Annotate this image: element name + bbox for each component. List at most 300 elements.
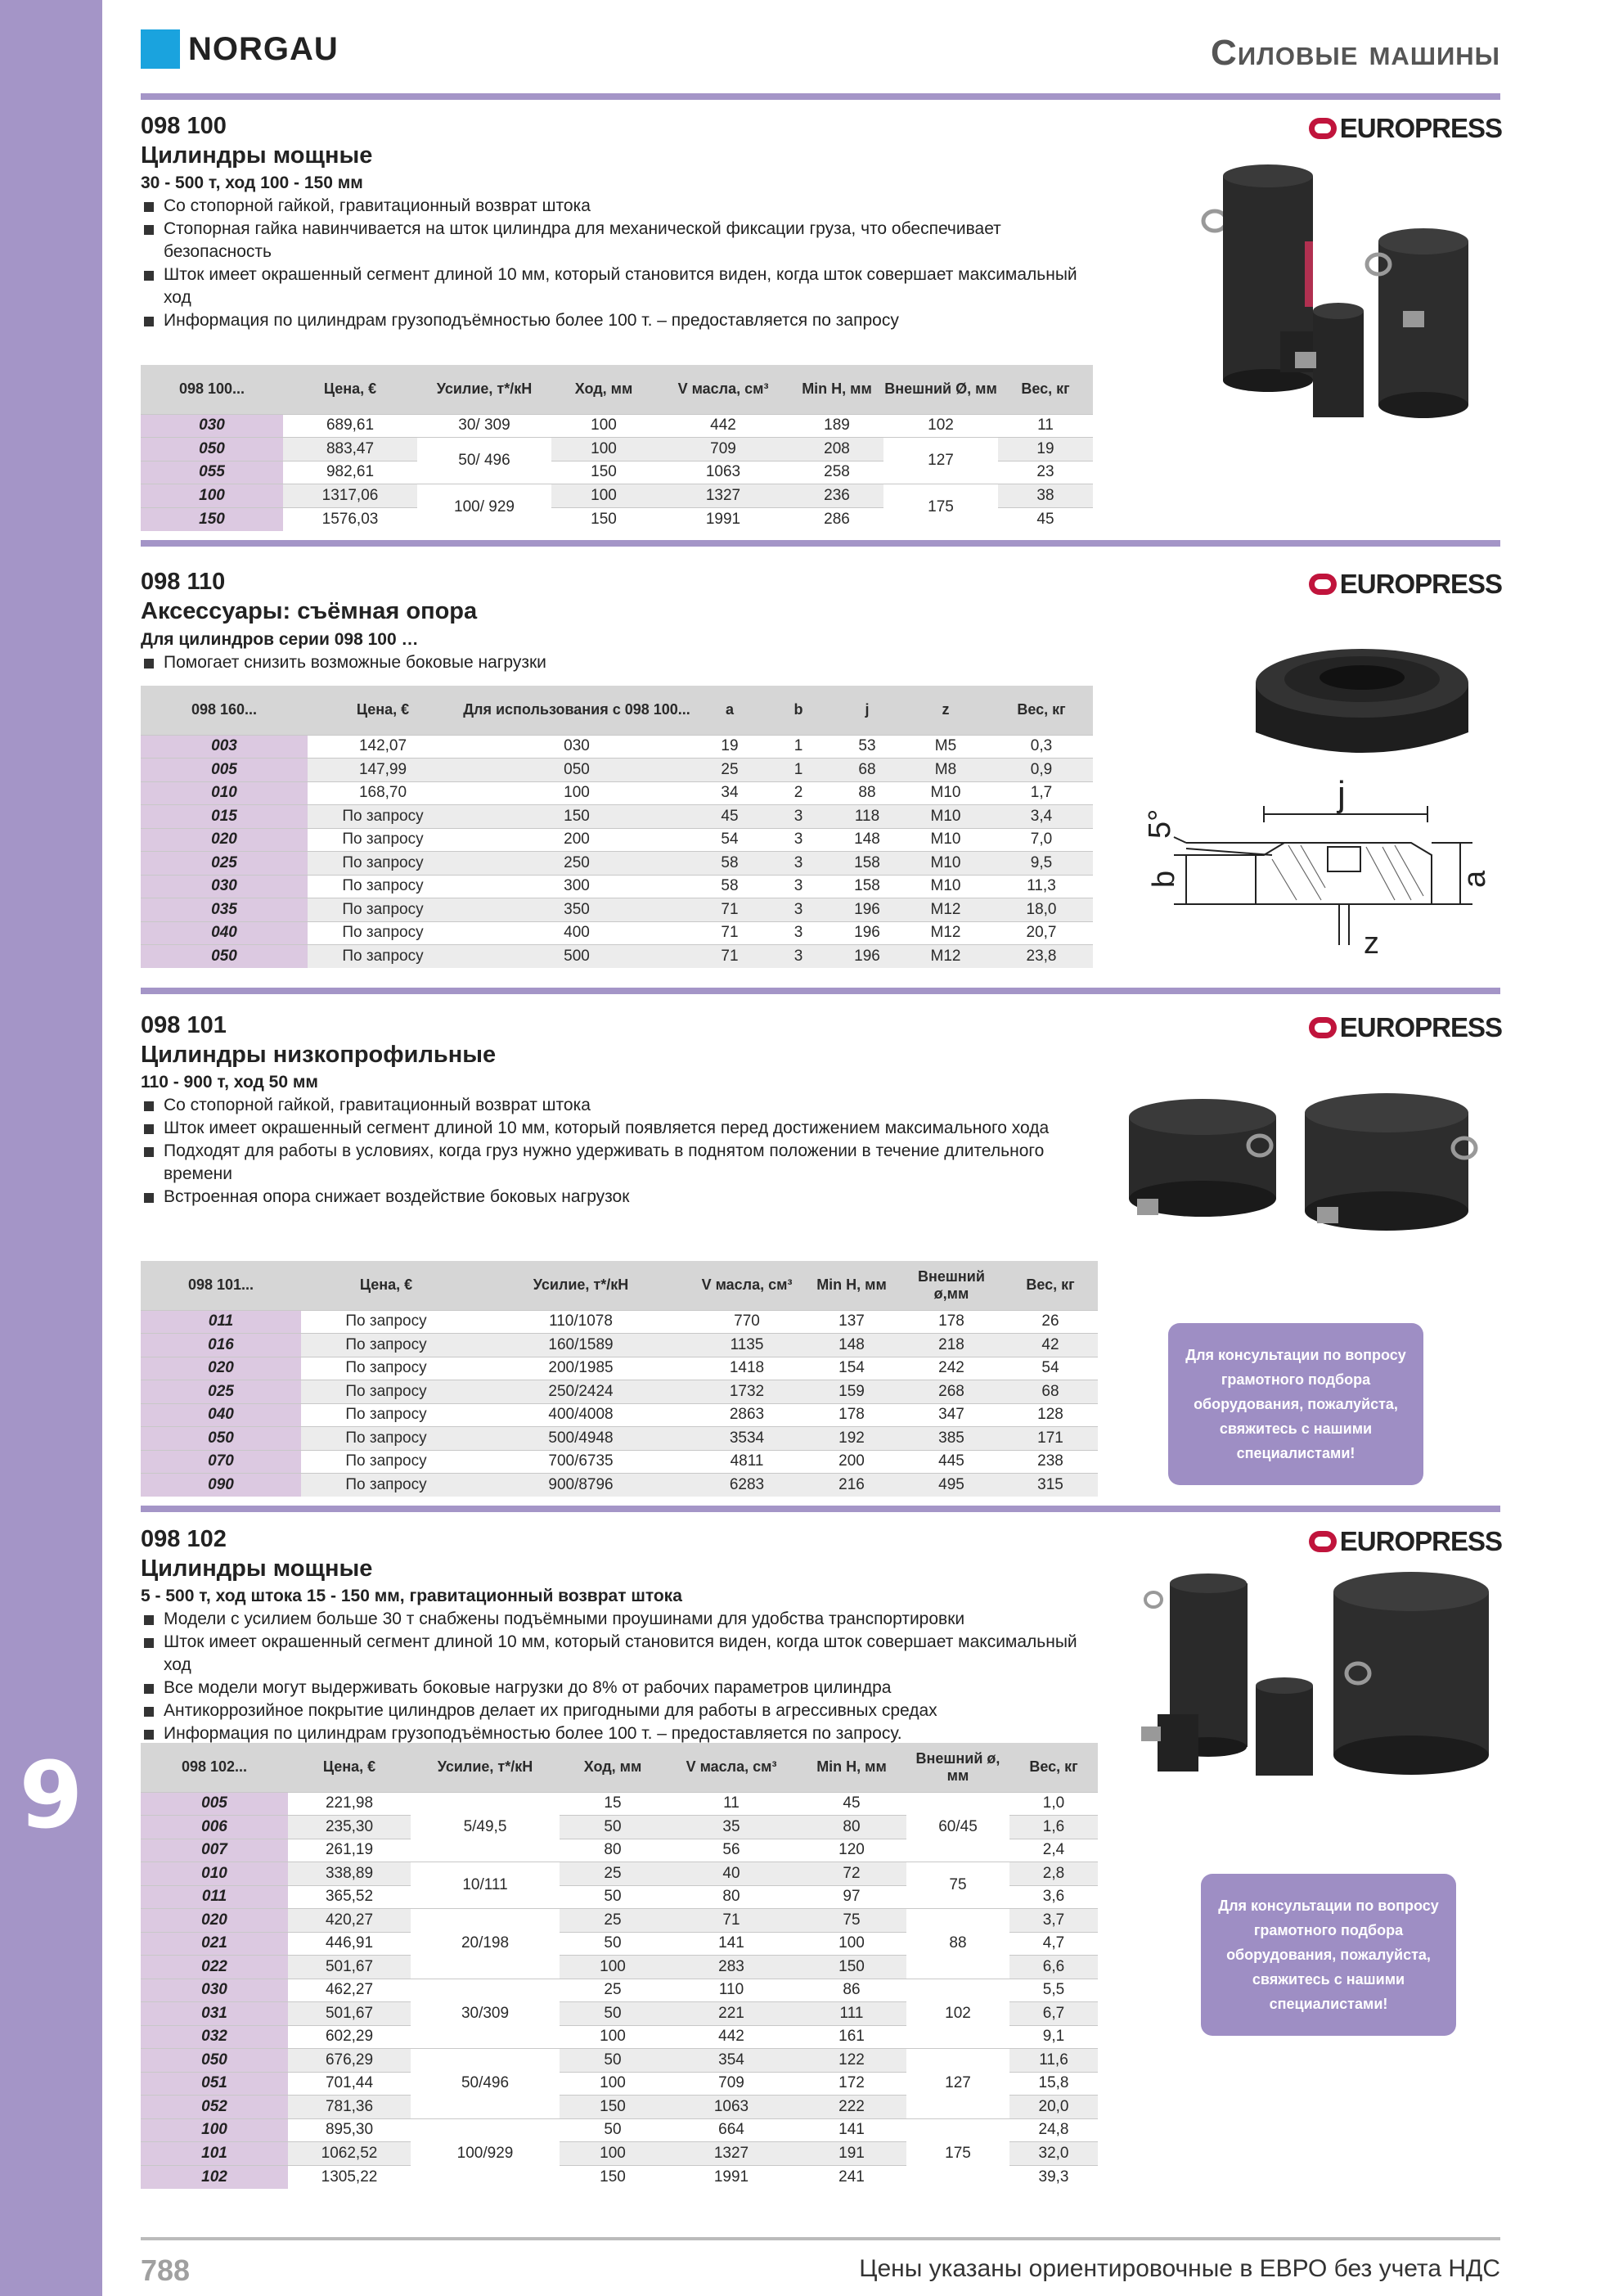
column-header: Min H, мм [797,1743,906,1792]
table-cell: 100 [560,2025,666,2049]
table-cell: 462,27 [288,1979,411,2002]
table-row [141,1310,1098,1334]
table-row [141,735,1093,759]
table-row [141,1403,1098,1427]
article-cell: 030 [141,414,283,438]
table-cell: 24,8 [1009,2118,1098,2142]
article-cell: 021 [141,1932,288,1956]
table-cell: 150 [458,805,695,829]
article-cell: 025 [141,852,308,876]
article-cell: 050 [141,438,283,461]
table-cell: 250 [458,852,695,876]
table-cell: 400 [458,921,695,945]
table-cell: 53 [833,735,901,759]
table-cell: 3534 [690,1427,803,1451]
column-header: Вес, кг [990,686,1093,735]
table-row [141,1357,1098,1380]
table-cell: 86 [797,1979,906,2002]
table-cell: По запросу [301,1357,471,1380]
article-cell: 100 [141,2118,288,2142]
table-cell: 3,4 [990,805,1093,829]
table-cell: 178 [803,1403,900,1427]
table-cell: 175 [906,2118,1009,2189]
column-header: Ход, мм [560,1743,666,1792]
table-cell: 1 [764,759,833,782]
article-cell: 100 [141,484,283,508]
article-cell: 032 [141,2025,288,2049]
table-cell: 216 [803,1474,900,1497]
table-cell: 676,29 [288,2049,411,2073]
support-plate-image [1252,638,1472,777]
table-cell: 11,6 [1009,2049,1098,2073]
table-row [141,484,1093,508]
low-profile-cylinder-image [1121,1084,1493,1248]
article-cell: 011 [141,1310,301,1334]
table-row [141,2118,1098,2142]
table-cell: 54 [1003,1357,1098,1380]
table-cell: 102 [906,1979,1009,2049]
table-cell: 300 [458,875,695,898]
table-cell: 701,44 [288,2072,411,2096]
table-cell: 11 [666,1792,797,1816]
europress-mark-icon [1309,574,1337,595]
table-cell: По запросу [308,945,458,969]
table-cell: 68 [1003,1380,1098,1404]
consultation-note: Для консультации по вопросу грамотного подбора оборудования, пожалуйста, свяжитесь с нашими специалистами! [1168,1323,1423,1485]
table-cell: По запросу [301,1334,471,1357]
table-cell: 50 [560,2049,666,2073]
europress-mark-icon [1309,1531,1337,1552]
table-cell: 150 [797,1956,906,1979]
table-row [141,1380,1098,1404]
table-cell: 171 [1003,1427,1098,1451]
table-cell: 050 [458,759,695,782]
article-cell: 011 [141,1885,288,1909]
table-cell: По запросу [301,1380,471,1404]
table-cell: 221,98 [288,1792,411,1816]
table-cell: 1,7 [990,781,1093,805]
table-cell: 4811 [690,1450,803,1474]
table-cell: 222 [797,2096,906,2119]
table-cell: 200/1985 [471,1357,690,1380]
table-row [141,1792,1098,1816]
dim-a-label: a [1458,870,1492,888]
column-header: Min H, мм [790,365,883,414]
table-row [141,945,1093,969]
table-cell: 781,36 [288,2096,411,2119]
table-cell: 54 [695,828,764,852]
column-header: V масла, см³ [656,365,790,414]
product-subtitle: 30 - 500 т, ход 100 - 150 мм [141,173,363,192]
table-cell: По запросу [308,852,458,876]
table-cell: M10 [901,875,990,898]
support-plate-diagram [1143,774,1501,961]
feature-item: Шток имеет окрашенный сегмент длиной 10 мм, который становится виден, когда шток совершает максимальный ход [144,263,1085,309]
table-cell: 1063 [666,2096,797,2119]
feature-item: Встроенная опора снижает воздействие боковых нагрузок [144,1186,1085,1209]
table-cell: 501,67 [288,1956,411,1979]
product-name: Цилиндры мощные [141,142,373,169]
table-cell: 235,30 [288,1816,411,1839]
table-cell: M5 [901,735,990,759]
table-cell: 158 [833,875,901,898]
table-cell: 75 [797,1909,906,1933]
table-cell: 15 [560,1792,666,1816]
table-cell: 261,19 [288,1839,411,1862]
table-cell: 88 [906,1909,1009,1979]
column-header: Внешний ø,мм [900,1261,1003,1310]
table-row [141,1334,1098,1357]
table-cell: 689,61 [283,414,417,438]
sidebar [0,0,102,2296]
table-cell: По запросу [308,898,458,922]
table-cell: 40 [666,1862,797,1886]
specs-table [141,365,1093,531]
table-cell: 6,7 [1009,2002,1098,2026]
table-cell: 150 [551,507,656,531]
table-cell: 1991 [666,2165,797,2189]
column-header: Min H, мм [803,1261,900,1310]
table-cell: 442 [656,414,790,438]
table-cell: 315 [1003,1474,1098,1497]
table-row [141,828,1093,852]
table-cell: 218 [900,1334,1003,1357]
table-cell: 236 [790,484,883,508]
table-cell: 35 [666,1816,797,1839]
table-row [141,781,1093,805]
table-cell: M10 [901,852,990,876]
table-cell: По запросу [301,1403,471,1427]
table-cell: 7,0 [990,828,1093,852]
table-cell: M8 [901,759,990,782]
table-cell: 3 [764,805,833,829]
column-header: Цена, € [288,1743,411,1792]
table-cell: 161 [797,2025,906,2049]
table-cell: 10/111 [411,1862,560,1909]
table-cell: 160/1589 [471,1334,690,1357]
table-cell: 100 [797,1932,906,1956]
product-subtitle: 110 - 900 т, ход 50 мм [141,1073,318,1092]
table-cell: 0,9 [990,759,1093,782]
table-cell: 1317,06 [283,484,417,508]
table-cell: 6,6 [1009,1956,1098,1979]
table-cell: 2863 [690,1403,803,1427]
table-cell: 602,29 [288,2025,411,2049]
table-cell: 148 [833,828,901,852]
table-cell: 100 [458,781,695,805]
table-row [141,1427,1098,1451]
article-cell: 022 [141,1956,288,1979]
table-cell: 3 [764,898,833,922]
table-cell: 189 [790,414,883,438]
table-cell: 120 [797,1839,906,1862]
feature-list [144,651,1085,674]
table-cell: 11 [998,414,1093,438]
section-number: 9 [19,1743,83,1849]
table-cell: 1991 [656,507,790,531]
table-cell: 3 [764,828,833,852]
column-header: Цена, € [283,365,417,414]
column-header: Цена, € [301,1261,471,1310]
table-cell: 5/49,5 [411,1792,560,1862]
table-cell: 5,5 [1009,1979,1098,2002]
table-cell: 338,89 [288,1862,411,1886]
product-name: Цилиндры низкопрофильные [141,1042,497,1068]
table-cell: 208 [790,438,883,461]
table-cell: 6283 [690,1474,803,1497]
table-cell: 100 [551,438,656,461]
table-cell: 221 [666,2002,797,2026]
table-cell: 71 [695,898,764,922]
article-cell: 035 [141,898,308,922]
table-row [141,898,1093,922]
table-row [141,852,1093,876]
table-cell: 26 [1003,1310,1098,1334]
article-cell: 052 [141,2096,288,2119]
brand-logo [141,29,339,69]
table-cell: 50/496 [411,2049,560,2119]
specs-table [141,1743,1098,2189]
article-cell: 007 [141,1839,288,1862]
europress-logo [1309,569,1502,600]
table-cell: 200 [458,828,695,852]
table-cell: 127 [883,438,998,484]
column-header: 098 160... [141,686,308,735]
table-cell: 58 [695,852,764,876]
article-cell: 010 [141,781,308,805]
brand-name: NORGAU [188,30,339,67]
column-header: Ход, мм [551,365,656,414]
table-cell: 1327 [656,484,790,508]
article-cell: 016 [141,1334,301,1357]
column-header: a [695,686,764,735]
price-note: Цены указаны ориентировочные в ЕВРО без учета НДС [859,2255,1500,2282]
table-cell: 982,61 [283,461,417,484]
feature-item: Шток имеет окрашенный сегмент длиной 10 мм, который появляется перед достижением максимального хода [144,1117,1085,1140]
table-cell: 60/45 [906,1792,1009,1862]
table-cell: M10 [901,828,990,852]
table-cell: 900/8796 [471,1474,690,1497]
dim-angle-label: 5° [1143,808,1177,839]
article-cell: 050 [141,2049,288,2073]
table-cell: 71 [695,921,764,945]
table-cell: 15,8 [1009,2072,1098,2096]
table-cell: 25 [695,759,764,782]
table-cell: 122 [797,2049,906,2073]
feature-item: Стопорная гайка навинчивается на шток цилиндра для механической фиксации груза, что обеспечивает безопасность [144,218,1085,263]
europress-mark-icon [1309,1017,1337,1038]
table-cell: 100 [560,1956,666,1979]
table-cell: 9,5 [990,852,1093,876]
table-cell: 196 [833,921,901,945]
table-cell: 88 [833,781,901,805]
divider [141,93,1500,100]
feature-item: Информация по цилиндрам грузоподъёмностью более 100 т. – предоставляется по запросу. [144,1722,1085,1745]
article-cell: 003 [141,735,308,759]
table-cell: 20,0 [1009,2096,1098,2119]
table-cell: 1732 [690,1380,803,1404]
table-cell: 445 [900,1450,1003,1474]
feature-item: Информация по цилиндрам грузоподъёмностью более 100 т. – предоставляется по запросу [144,309,1085,332]
table-cell: 32,0 [1009,2142,1098,2166]
table-cell: 45 [998,507,1093,531]
column-header: 098 102... [141,1743,288,1792]
table-cell: 420,27 [288,1909,411,1933]
divider [141,540,1500,547]
europress-logo [1309,1012,1502,1043]
table-cell: 118 [833,805,901,829]
table-cell: 501,67 [288,2002,411,2026]
table-cell: 45 [695,805,764,829]
europress-text: EUROPRESS [1339,1012,1502,1042]
table-cell: 30/309 [411,1979,560,2049]
table-cell: 150 [560,2165,666,2189]
dim-z-label: z [1364,926,1379,961]
table-row [141,438,1093,461]
table-cell: 354 [666,2049,797,2073]
feature-list [144,1608,1085,1745]
specs-table [141,686,1093,968]
table-cell: 68 [833,759,901,782]
table-cell: 347 [900,1403,1003,1427]
consultation-note: Для консультации по вопросу грамотного подбора оборудования, пожалуйста, свяжитесь с нашими специалистами! [1201,1874,1456,2036]
europress-text: EUROPRESS [1339,569,1502,599]
table-cell: 664 [666,2118,797,2142]
table-cell: 142,07 [308,735,458,759]
article-cell: 090 [141,1474,301,1497]
table-cell: 178 [900,1310,1003,1334]
table-cell: 2,4 [1009,1839,1098,1862]
table-cell: 97 [797,1885,906,1909]
table-cell: 25 [560,1909,666,1933]
page-title: Силовые машины [1211,33,1500,73]
table-cell: 50 [560,1816,666,1839]
column-header: Вес, кг [998,365,1093,414]
table-cell: 100/929 [411,2118,560,2189]
column-header: Внешний ø, мм [906,1743,1009,1792]
column-header: Усилие, т*/кН [411,1743,560,1792]
table-cell: 18,0 [990,898,1093,922]
column-header: Внешний Ø, мм [883,365,998,414]
table-cell: По запросу [308,921,458,945]
table-cell: 250/2424 [471,1380,690,1404]
table-cell: 1,0 [1009,1792,1098,1816]
article-cell: 010 [141,1862,288,1886]
table-cell: 159 [803,1380,900,1404]
table-cell: 3,6 [1009,1885,1098,1909]
column-header: Усилие, т*/кН [471,1261,690,1310]
feature-item: Шток имеет окрашенный сегмент длиной 10 мм, который становится виден, когда шток совершает максимальный ход [144,1631,1085,1677]
table-cell: 709 [656,438,790,461]
table-row [141,414,1093,438]
feature-list [144,195,1085,332]
europress-text: EUROPRESS [1339,113,1502,143]
table-cell: 72 [797,1862,906,1886]
table-cell: 1576,03 [283,507,417,531]
table-cell: 500 [458,945,695,969]
article-cell: 005 [141,1792,288,1816]
table-cell: 030 [458,735,695,759]
table-cell: 23,8 [990,945,1093,969]
table-cell: 242 [900,1357,1003,1380]
column-header: b [764,686,833,735]
article-cell: 031 [141,2002,288,2026]
brand-square-icon [141,29,180,69]
table-cell: По запросу [301,1474,471,1497]
product-code: 098 102 [141,1526,227,1552]
article-cell: 101 [141,2142,288,2166]
table-cell: По запросу [301,1427,471,1451]
table-cell: 102 [883,414,998,438]
article-cell: 030 [141,1979,288,2002]
article-cell: 050 [141,945,308,969]
article-cell: 005 [141,759,308,782]
table-cell: 100 [551,414,656,438]
table-cell: 80 [666,1885,797,1909]
article-cell: 040 [141,1403,301,1427]
table-cell: 71 [666,1909,797,1933]
table-row [141,2049,1098,2073]
feature-item: Помогает снизить возможные боковые нагрузки [144,651,1085,674]
table-cell: 58 [695,875,764,898]
table-row [141,921,1093,945]
table-cell: 11,3 [990,875,1093,898]
article-cell: 006 [141,1816,288,1839]
table-cell: 39,3 [1009,2165,1098,2189]
table-row [141,1474,1098,1497]
table-cell: 100 [551,484,656,508]
feature-item: Со стопорной гайкой, гравитационный возврат штока [144,1094,1085,1117]
dim-j-label: j [1338,774,1346,814]
table-cell: 50/ 496 [417,438,551,484]
table-cell: 111 [797,2002,906,2026]
table-cell: По запросу [301,1310,471,1334]
table-cell: 50 [560,1885,666,1909]
cylinder-product-image [1141,1567,1497,1792]
table-cell: 100 [560,2072,666,2096]
table-cell: 495 [900,1474,1003,1497]
table-cell: 45 [797,1792,906,1816]
article-cell: 020 [141,1909,288,1933]
article-cell: 050 [141,1427,301,1451]
feature-list [144,1094,1085,1209]
article-cell: 040 [141,921,308,945]
article-cell: 070 [141,1450,301,1474]
europress-logo [1309,113,1502,144]
table-cell: 141 [666,1932,797,1956]
table-cell: 150 [551,461,656,484]
table-cell: 241 [797,2165,906,2189]
table-cell: 238 [1003,1450,1098,1474]
table-cell: 100/ 929 [417,484,551,531]
table-cell: 1305,22 [288,2165,411,2189]
table-cell: 365,52 [288,1885,411,1909]
table-cell: 700/6735 [471,1450,690,1474]
product-name: Аксессуары: съёмная опора [141,598,478,624]
table-cell: 709 [666,2072,797,2096]
table-cell: 200 [803,1450,900,1474]
article-cell: 020 [141,828,308,852]
divider [141,2237,1500,2240]
table-cell: 148 [803,1334,900,1357]
table-cell: 400/4008 [471,1403,690,1427]
table-cell: 158 [833,852,901,876]
table-cell: 770 [690,1310,803,1334]
table-cell: 192 [803,1427,900,1451]
table-cell: M10 [901,805,990,829]
table-cell: 350 [458,898,695,922]
table-cell: 80 [560,1839,666,1862]
